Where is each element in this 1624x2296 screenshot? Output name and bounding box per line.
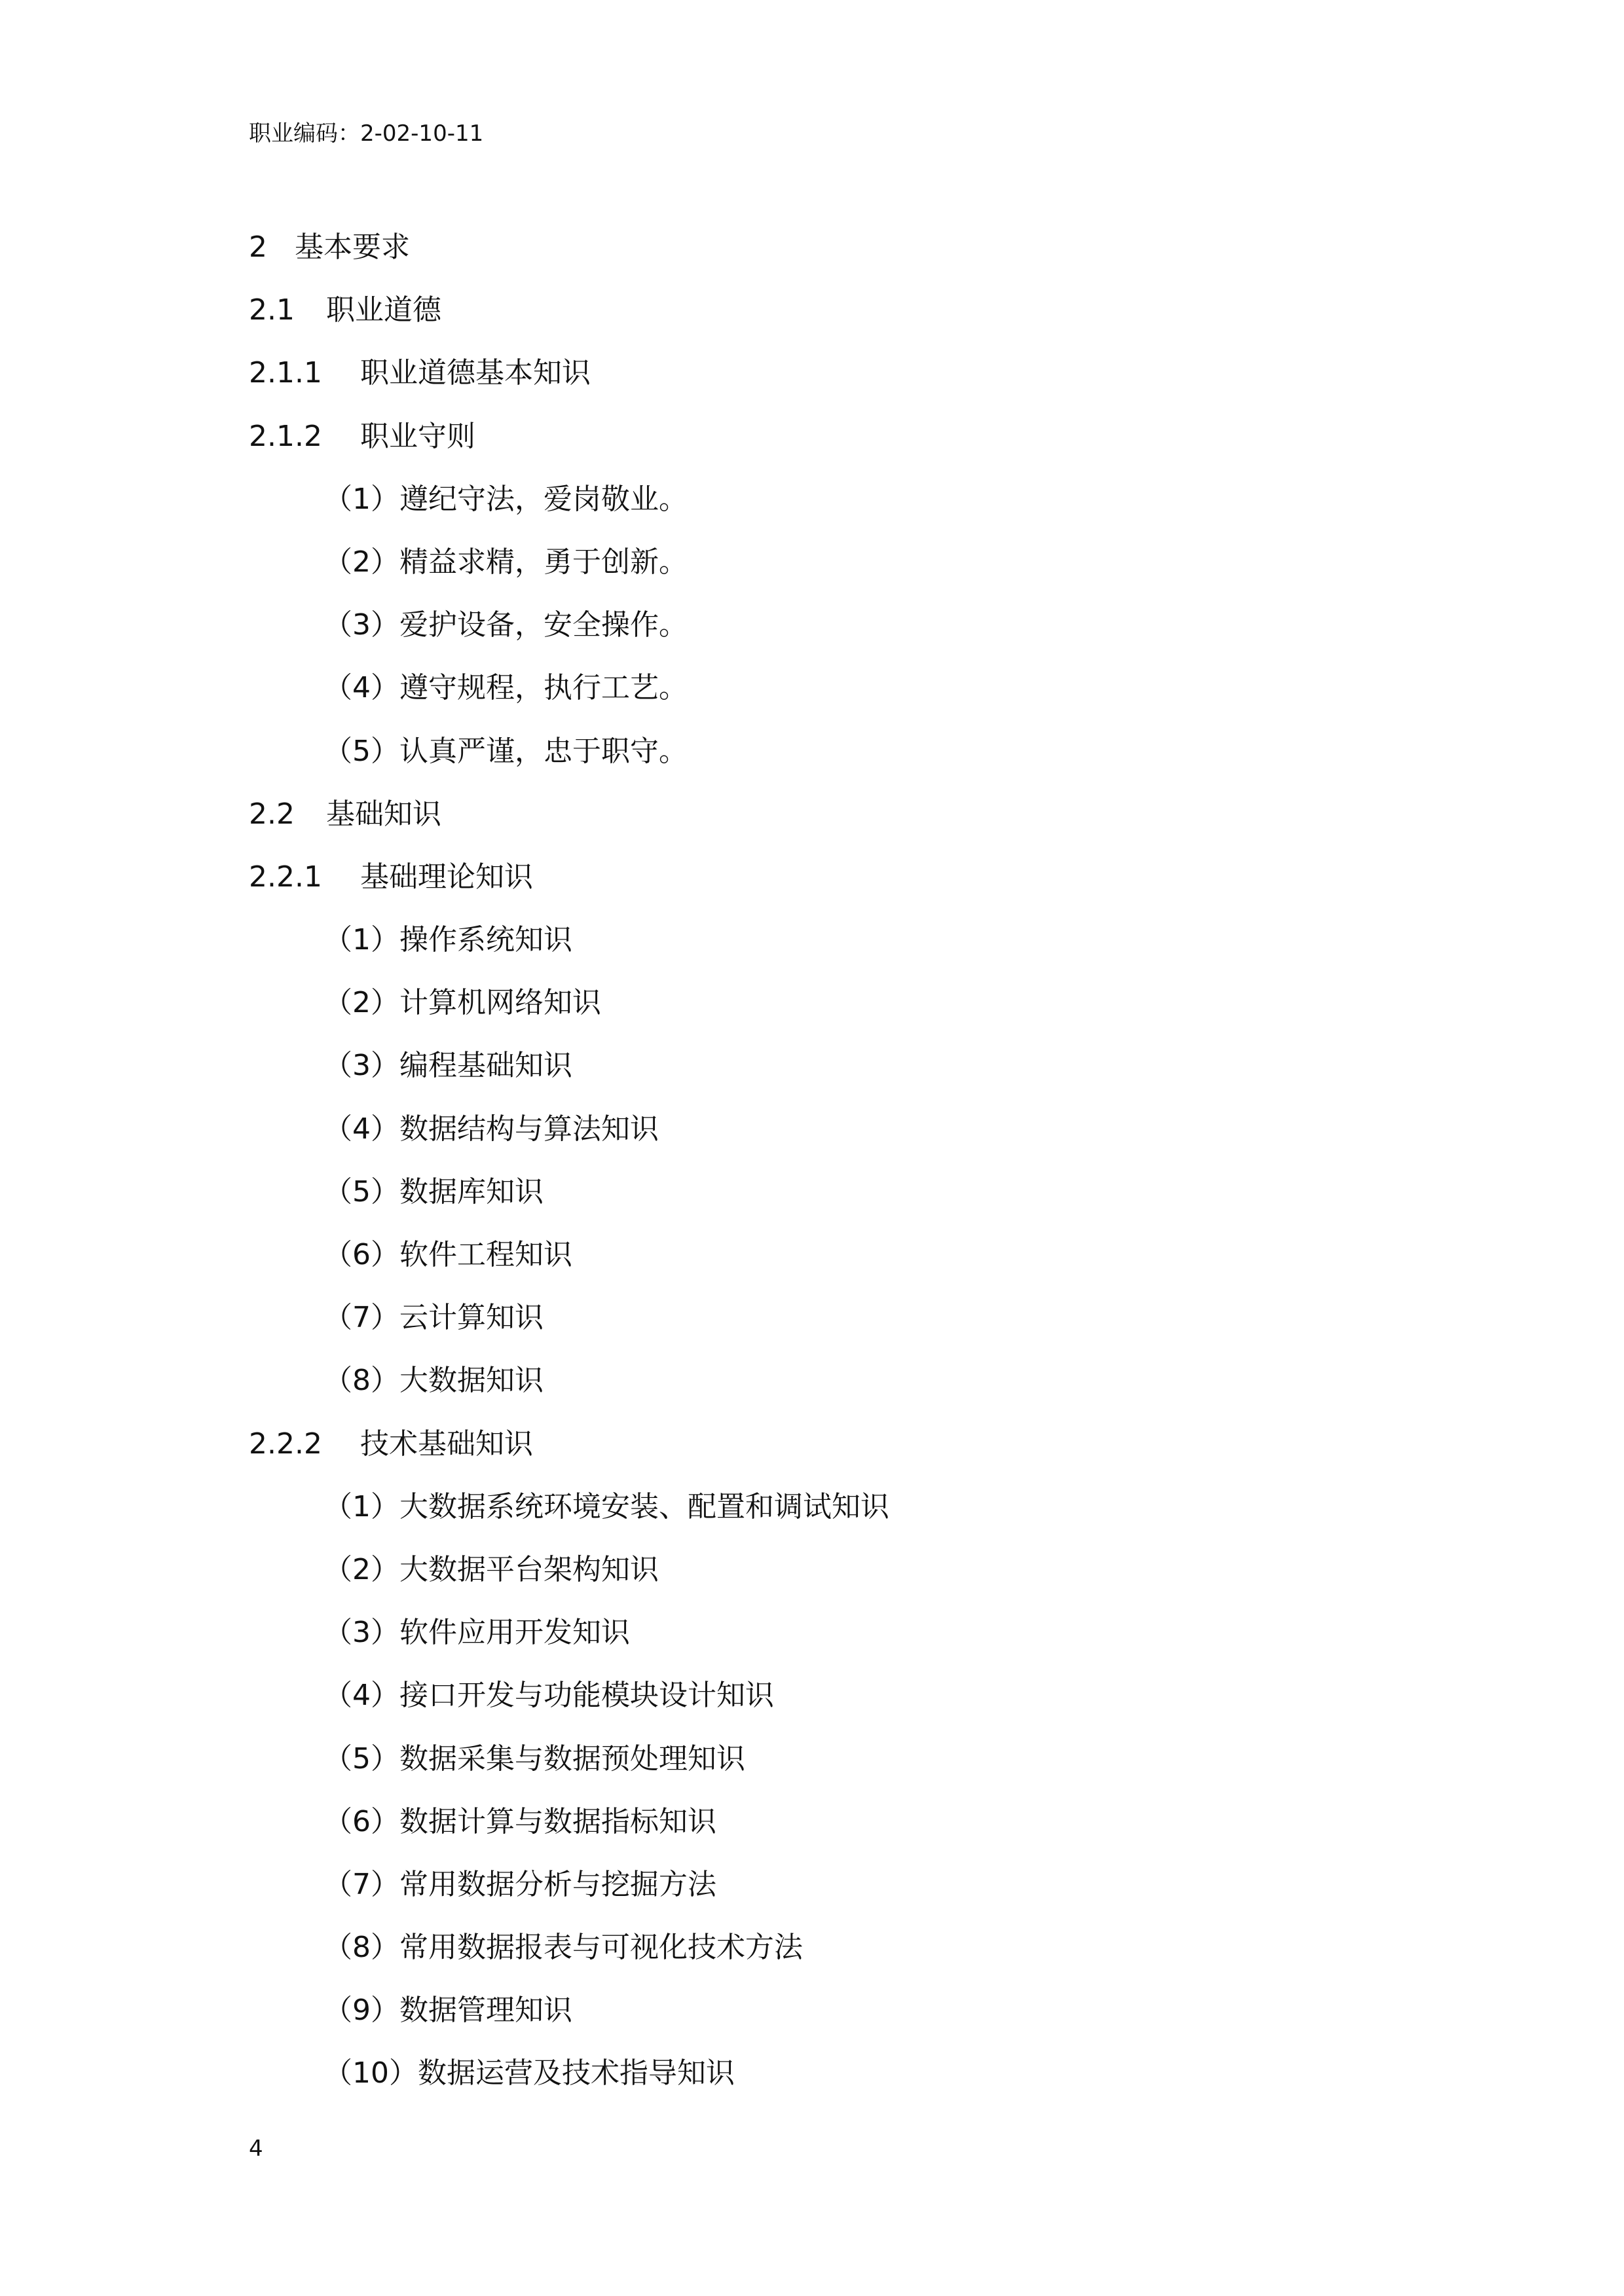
list-item: （1）遵纪守法，爱岗敬业。: [323, 482, 688, 516]
section-title: 基本要求: [295, 230, 410, 264]
occupation-code: 职业编码：2-02-10-11: [249, 120, 484, 147]
section-heading: [0, 342, 1624, 405]
section-number: 2.1.2: [249, 419, 322, 453]
section-title: 职业道德: [326, 293, 441, 327]
list-item: （2）计算机网络知识: [323, 986, 601, 1020]
section-heading: [0, 846, 1624, 909]
list-item: （3）爱护设备，安全操作。: [323, 608, 688, 642]
list-item: （4）接口开发与功能模块设计知识: [323, 1679, 774, 1713]
list-item: （5）认真严谨，忠于职守。: [323, 734, 688, 768]
section-title: 基础理论知识: [360, 860, 533, 894]
document-body: [0, 216, 1624, 2105]
section-number: 2: [249, 230, 267, 264]
list-item: （9）数据管理知识: [323, 1994, 572, 2028]
section-title: 职业守则: [360, 419, 475, 453]
section-number: 2.1: [249, 293, 295, 327]
list-item: （7）云计算知识: [323, 1301, 544, 1335]
section-title: 基础知识: [326, 797, 441, 831]
list-item: （8）大数据知识: [323, 1364, 544, 1398]
section-number: 2.2.2: [249, 1427, 322, 1461]
section-heading: [0, 1413, 1624, 1476]
list-item: （3）编程基础知识: [323, 1049, 572, 1083]
section-title: 技术基础知识: [360, 1427, 533, 1461]
list-item: （2）精益求精，勇于创新。: [323, 545, 688, 579]
section-heading: [0, 279, 1624, 342]
section-title: 职业道德基本知识: [360, 356, 591, 390]
list-item: （6）软件工程知识: [323, 1238, 572, 1271]
list-item: （4）遵守规程，执行工艺。: [323, 671, 688, 705]
list-item: （2）大数据平台架构知识: [323, 1552, 659, 1586]
section-heading: [0, 783, 1624, 846]
page-number: 4: [249, 2136, 263, 2162]
list-item: （7）常用数据分析与挖掘方法: [323, 1867, 716, 1901]
section-number: 2.1.1: [249, 356, 322, 390]
list-item: （8）常用数据报表与可视化技术方法: [323, 1931, 803, 1965]
list-item: （4）数据结构与算法知识: [323, 1112, 659, 1146]
section-number: 2.2: [249, 797, 295, 831]
section-heading: [0, 405, 1624, 468]
list-item: （1）大数据系统环境安装、配置和调试知识: [323, 1489, 889, 1523]
list-item: （5）数据采集与数据预处理知识: [323, 1741, 745, 1776]
list-item: （1）操作系统知识: [323, 923, 572, 957]
section-heading: [0, 216, 1624, 279]
list-item: （5）数据库知识: [323, 1175, 544, 1209]
section-number: 2.2.1: [249, 860, 322, 894]
list-item: （10）数据运营及技术指导知识: [323, 2056, 735, 2090]
list-item: （3）软件应用开发知识: [323, 1616, 630, 1650]
list-item: （6）数据计算与数据指标知识: [323, 1804, 716, 1838]
